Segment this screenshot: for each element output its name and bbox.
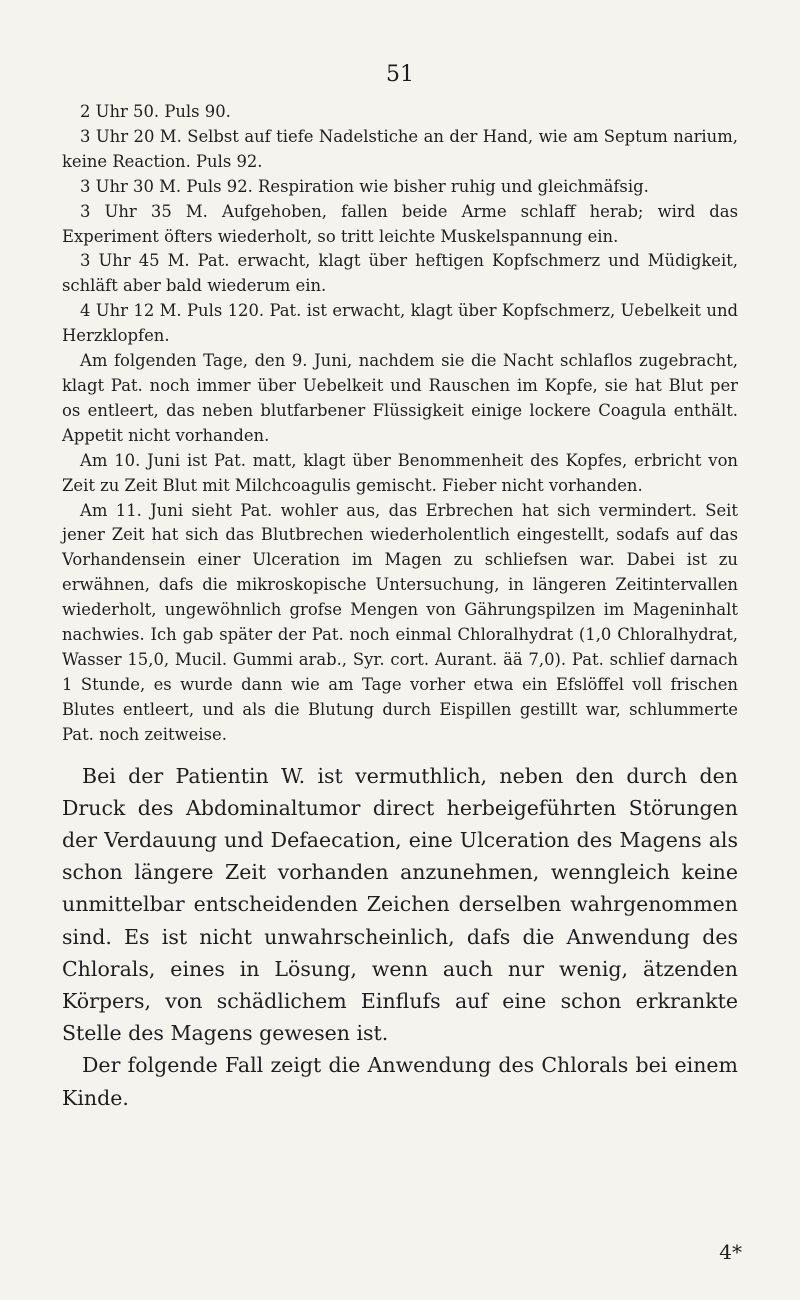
paragraph-june-10: Am 10. Juni ist Pat. matt, klagt über Benommenheit des Kopfes, erbricht von Zeit zu Zeit Blut mit Milchcoagulis gemischt. Fieber nicht vorhanden. [62,450,738,495]
paragraph-time-3-20: 3 Uhr 20 M. Selbst auf tiefe Nadelstiche an der Hand, wie am Septum narium, keine Reaction. Puls 92. [62,126,738,171]
paragraph-june-11: Am 11. Juni sieht Pat. wohler aus, das Erbrechen hat sich vermindert. Seit jener Zeit hat sich das Blutbrechen wiederholentlich eingestellt, sodafs auf das Vorhandensein einer Ulceration im Magen zu schliefsen war. Dabei ist zu erwähnen, dafs die mikroskopische Untersuchung, in längeren Zeitintervallen wiederholt, ungewöhnlich grofse Mengen von Gährungspilzen im Mageninhalt nachwies. Ich gab später der Pat. noch einmal Chloralhydrat (1,0 Chloralhydrat, Wasser 15,0, Mucil. Gummi arab., Syr. cort. Aurant. ää 7,0). Pat. schlief darnach 1 Stunde, es wurde dann wie am Tage vorher etwa ein Efslöffel voll frischen Blutes entleert, und als die Blutung durch Eispillen gestillt war, schlummerte Pat. noch zeitweise. [62,500,738,744]
page-number: 51 [386,62,414,87]
paragraph-discussion: Bei der Patientin W. ist vermuthlich, neben den durch den Druck des Abdominaltumor direct herbeigeführten Störungen der Verdauung und Defaecation, eine Ulceration des Magens als schon längere Zeit vorhanden anzunehmen, wenngleich keine unmittelbar entscheidenden Zeichen derselben wahrgenommen sind. Es ist nicht unwahrscheinlich, dafs die Anwendung des Chlorals, eines in Lösung, wenn auch nur wenig, ätzenden Körpers, von schädlichem Einflufs auf eine schon erkrankte Stelle des Magens gewesen ist. [62,763,738,1046]
paragraph-next-case: Der folgende Fall zeigt die Anwendung des Chlorals bei einem Kinde. [62,1053,738,1110]
paragraph-time-3-45: 3 Uhr 45 M. Pat. erwacht, klagt über heftigen Kopfschmerz und Müdigkeit, schläft aber bald wiederum ein. [62,251,738,296]
case-notes-section [62,100,738,748]
paragraph-time-3-35: 3 Uhr 35 M. Aufgehoben, fallen beide Arme schlaff herab; wird das Experiment öfters wiederholt, so tritt leichte Muskelspannung ein. [62,201,738,246]
paragraph-time-4-12: 4 Uhr 12 M. Puls 120. Pat. ist erwacht, klagt über Kopfschmerz, Uebelkeit und Herzklopfen. [62,301,738,346]
page-body [62,100,738,1114]
signature-mark: 4* [719,1240,742,1264]
paragraph-time-3-30: 3 Uhr 30 M. Puls 92. Respiration wie bisher ruhig und gleichmäfsig. [80,176,649,196]
discussion-section [62,760,738,1114]
paragraph-june-9: Am folgenden Tage, den 9. Juni, nachdem sie die Nacht schlaflos zugebracht, klagt Pat. noch immer über Uebelkeit und Rauschen im Kopfe, sie hat Blut per os entleert, das neben blutfarbener Flüssigkeit einige lockere Coagula enthält. Appetit nicht vorhanden. [62,351,738,445]
paragraph-time-2-50: 2 Uhr 50. Puls 90. [80,102,231,121]
